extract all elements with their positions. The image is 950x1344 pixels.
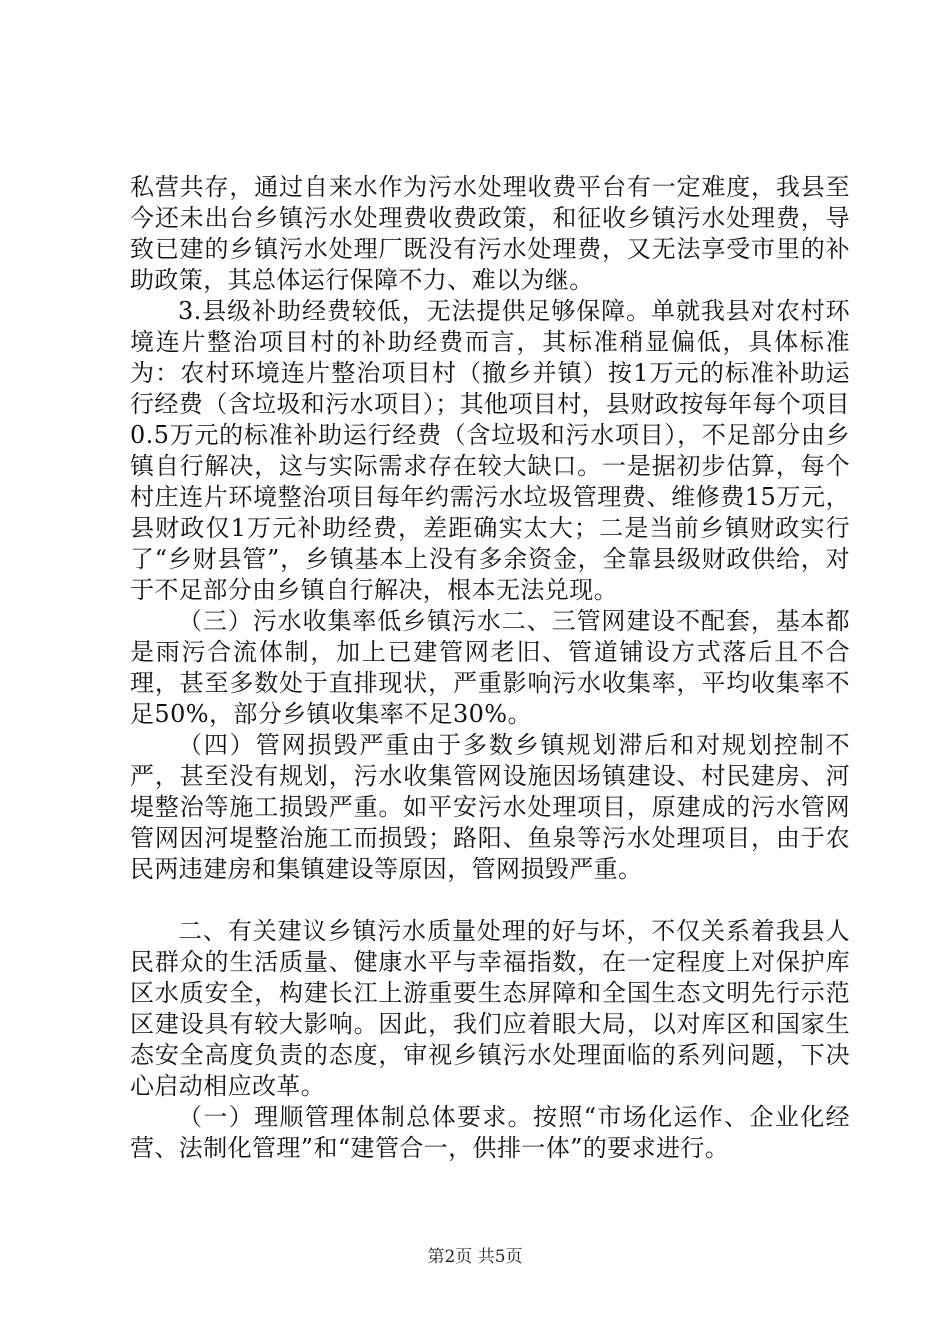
paragraph-suggestions: 二、有关建议乡镇污水质量处理的好与坏，不仅关系着我县人民群众的生活质量、健康水平与幸福指数，在一定程度上对保护库区水质安全，构建长江上游重要生态屏障和全国生态文明先行示范区建设具有较大影响。因此，我们应着眼大局，以对库区和国家生态安全高度负责的态度，审视乡镇污水处理面临的系列问题，下决心启动相应改革。 bbox=[130, 917, 850, 1100]
paragraph-subsidy: 3.县级补助经费较低，无法提供足够保障。单就我县对农村环境连片整治项目村的补助经费而言，其标准稍显偏低，具体标准为：农村环境连片整治项目村（撤乡并镇）按1万元的标准补助运行经费（含垃圾和污水项目）；其他项目村，县财政按每年每个项目0.5万元的标准补助运行经费（含垃圾和污水项目），不足部分由乡镇自行解决，这与实际需求存在较大缺口。一是据初步估算，每个村庄连片环境整治项目每年约需污水垃圾管理费、维修费15万元，县财政仅1万元补助经费，差距确实太大；二是当前乡镇财政实行了“乡财县管”，乡镇基本上没有多余资金，全靠县级财政供给，对于不足部分由乡镇自行解决，根本无法兑现。 bbox=[130, 297, 850, 604]
paragraph-continuation: 私营共存，通过自来水作为污水处理收费平台有一定难度，我县至今还未出台乡镇污水处理费收费政策，和征收乡镇污水处理费，导致已建的乡镇污水处理厂既没有污水处理费，又无法享受市里的补助政策，其总体运行保障不力、难以为继。 bbox=[130, 173, 850, 294]
paragraph-management-system: （一）理顺管理体制总体要求。按照“市场化运作、企业化经营、法制化管理”和“建管合一，供排一体”的要求进行。 bbox=[130, 1103, 850, 1162]
document-body bbox=[130, 172, 850, 1164]
paragraph-pipe-damage: （四）管网损毁严重由于多数乡镇规划滞后和对规划控制不严，甚至没有规划，污水收集管网设施因场镇建设、村民建房、河堤整治等施工损毁严重。如平安污水处理项目，原建成的污水管网管网因河堤整治施工而损毁；路阳、鱼泉等污水处理项目，由于农民两违建房和集镇建设等原因，管网损毁严重。 bbox=[130, 731, 850, 883]
paragraph-collection-rate: （三）污水收集率低乡镇污水二、三管网建设不配套，基本都是雨污合流体制，加上已建管网老旧、管道铺设方式落后且不合理，甚至多数处于直排现状，严重影响污水收集率，平均收集率不足50%，部分乡镇收集率不足30%。 bbox=[130, 607, 850, 728]
page-footer: 第2页 共5页 bbox=[427, 1247, 523, 1267]
